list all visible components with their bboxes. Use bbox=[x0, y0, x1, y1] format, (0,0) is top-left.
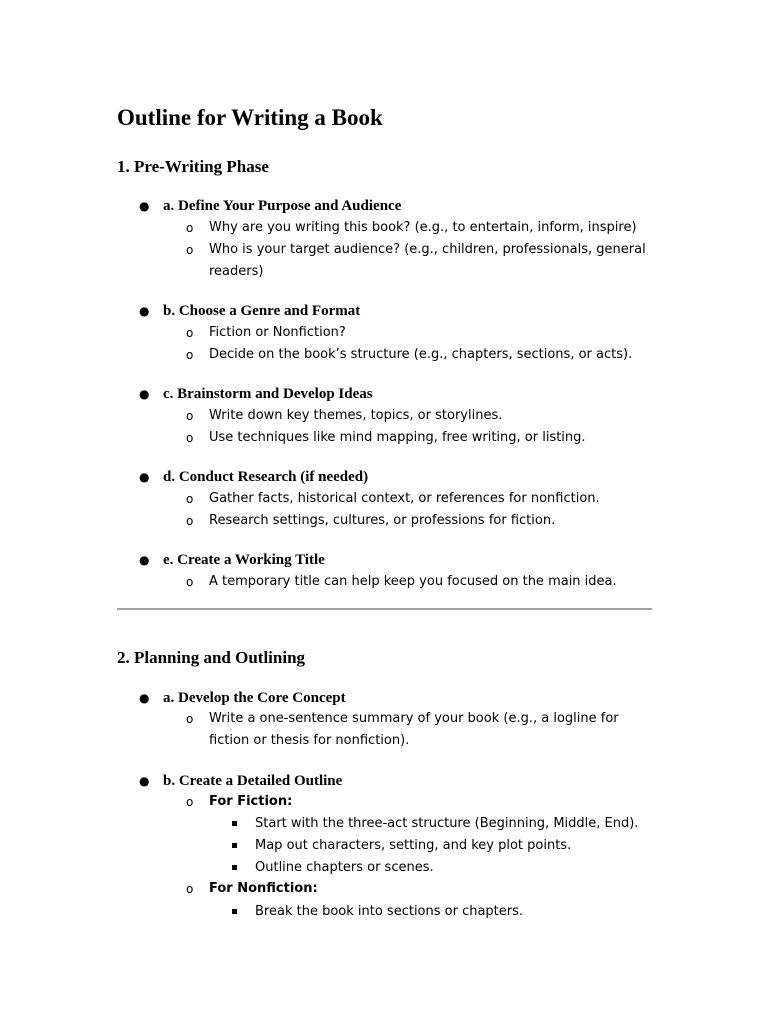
bullet-icon: ● bbox=[139, 774, 150, 788]
circle-bullet-icon: o bbox=[186, 326, 194, 340]
outline-item-label: d. Conduct Research (if needed) bbox=[163, 469, 369, 485]
square-bullet-icon bbox=[232, 909, 237, 914]
outline-subitem-text: Research settings, cultures, or professions for fiction. bbox=[209, 513, 556, 528]
bullet-icon: ● bbox=[139, 304, 150, 318]
outline-subitem-text: For Nonfiction: bbox=[209, 881, 318, 896]
outline-point-text: Break the book into sections or chapters. bbox=[255, 904, 524, 919]
document-title: Outline for Writing a Book bbox=[117, 105, 383, 130]
outline-subitem-text: Use techniques like mind mapping, free writing, or listing. bbox=[209, 430, 586, 445]
square-bullet-icon bbox=[232, 821, 237, 826]
circle-bullet-icon: o bbox=[186, 795, 194, 809]
outline-subitem-text: Write down key themes, topics, or storylines. bbox=[209, 408, 503, 423]
outline-item-label: e. Create a Working Title bbox=[163, 552, 325, 568]
outline-item-label: a. Define Your Purpose and Audience bbox=[163, 198, 402, 214]
circle-bullet-icon: o bbox=[186, 221, 194, 235]
square-bullet-icon bbox=[232, 865, 237, 870]
square-bullet-icon bbox=[232, 843, 237, 848]
outline-subitem-text: Who is your target audience? (e.g., children, professionals, general readers) bbox=[209, 242, 646, 279]
circle-bullet-icon: o bbox=[186, 409, 194, 423]
outline-item-label: b. Choose a Genre and Format bbox=[163, 303, 361, 319]
circle-bullet-icon: o bbox=[186, 243, 194, 257]
outline-subitem-text: Why are you writing this book? (e.g., to entertain, inform, inspire) bbox=[209, 220, 637, 235]
circle-bullet-icon: o bbox=[186, 431, 194, 445]
circle-bullet-icon: o bbox=[186, 575, 194, 589]
outline-item-label: c. Brainstorm and Develop Ideas bbox=[163, 386, 373, 402]
section-divider bbox=[117, 608, 652, 610]
outline-subitem-text: A temporary title can help keep you focused on the main idea. bbox=[209, 574, 617, 589]
bullet-icon: ● bbox=[139, 691, 150, 705]
outline-item-label: b. Create a Detailed Outline bbox=[163, 773, 343, 789]
circle-bullet-icon: o bbox=[186, 348, 194, 362]
outline-point-text: Map out characters, setting, and key plot points. bbox=[255, 838, 572, 853]
bullet-icon: ● bbox=[139, 199, 150, 213]
outline-subitem-text: Write a one-sentence summary of your book (e.g., a logline for fiction or thesis for nonfiction). bbox=[209, 711, 619, 748]
bullet-icon: ● bbox=[139, 553, 150, 567]
outline-subitem-text: Decide on the book’s structure (e.g., chapters, sections, or acts). bbox=[209, 347, 633, 362]
circle-bullet-icon: o bbox=[186, 492, 194, 506]
circle-bullet-icon: o bbox=[186, 712, 194, 726]
outline-subitem-text: Gather facts, historical context, or references for nonfiction. bbox=[209, 491, 600, 506]
section-heading-planning: 2. Planning and Outlining bbox=[117, 648, 306, 667]
outline-subitem-text: For Fiction: bbox=[209, 794, 293, 809]
outline-subitem-text: Fiction or Nonfiction? bbox=[209, 325, 346, 340]
section-heading-pre-writing: 1. Pre-Writing Phase bbox=[117, 157, 269, 176]
bullet-icon: ● bbox=[139, 387, 150, 401]
outline-point-text: Outline chapters or scenes. bbox=[255, 860, 434, 875]
bullet-icon: ● bbox=[139, 470, 150, 484]
outline-item-label: a. Develop the Core Concept bbox=[163, 690, 346, 706]
circle-bullet-icon: o bbox=[186, 882, 194, 896]
outline-point-text: Start with the three-act structure (Beginning, Middle, End). bbox=[255, 816, 639, 831]
circle-bullet-icon: o bbox=[186, 514, 194, 528]
